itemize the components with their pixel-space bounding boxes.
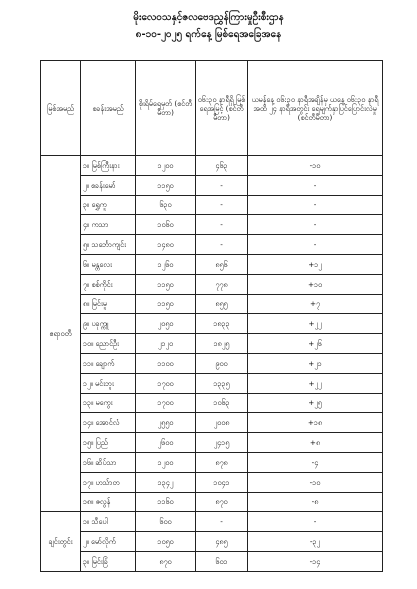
warning-level-cell: ၆၃၀ <box>136 195 196 215</box>
station-cell: ၁၇။ ဟသ်ာတ <box>81 472 136 492</box>
warning-level-cell: ၁၁၅၀ <box>136 175 196 195</box>
warning-level-cell: ၁၁၀၀ <box>136 353 196 373</box>
change-cell: +၁၈ <box>248 413 383 433</box>
header-station: စခန်းအမည် <box>81 61 136 156</box>
table-row <box>41 334 383 354</box>
station-cell: ၄။ ကသာ <box>81 215 136 235</box>
warning-level-cell: ၁၃၄၂ <box>136 472 196 492</box>
change-cell: -၈ <box>248 492 383 512</box>
station-cell: ၆။ မန္တလေး <box>81 254 136 274</box>
warning-level-cell: ၁၂၆၀ <box>136 254 196 274</box>
station-cell: ၂။ မော်လိုက် <box>81 532 136 552</box>
river-level-table <box>40 60 383 572</box>
warning-level-cell: ၈၇၀ <box>136 551 196 571</box>
change-cell: +၂၂ <box>248 373 383 393</box>
station-cell: ၂။ စခန်းမော် <box>81 175 136 195</box>
table-row <box>41 472 383 492</box>
change-cell: +၁၂ <box>248 254 383 274</box>
station-cell: ၁၆။ ဆိပ်သာ <box>81 452 136 472</box>
change-cell: - <box>248 512 383 532</box>
table-row <box>41 433 383 453</box>
warning-level-cell: ၁၁၅၀ <box>136 294 196 314</box>
change-cell: -၄ <box>248 452 383 472</box>
current-level-cell: ၈၇၈ <box>196 452 248 472</box>
current-level-cell: ၈၅၆ <box>196 254 248 274</box>
station-cell: ၃။ မြင်းခြံ <box>81 551 136 571</box>
table-row <box>41 156 383 176</box>
table-row <box>41 413 383 433</box>
warning-level-cell: ၁၇၀၀ <box>136 393 196 413</box>
table-row <box>41 274 383 294</box>
warning-level-cell: ၁၁၆၀ <box>136 492 196 512</box>
header-river: မြစ်အမည် <box>41 61 81 156</box>
table-row <box>41 512 383 532</box>
header-current-level: ၀၆:၃၀ နာရီရှိ မြစ်ရေအမြင့် (စင်တီမီတာ) <box>196 61 248 156</box>
station-cell: ၇။ စစ်ကိုင်း <box>81 274 136 294</box>
current-level-cell: ၂၀၀၈ <box>196 413 248 433</box>
current-level-cell: ၉၀၀ <box>196 353 248 373</box>
table-row <box>41 235 383 255</box>
current-level-cell: ၂၄၁၅ <box>196 433 248 453</box>
river-name-cell: ချင်းတွင်း <box>41 512 81 571</box>
current-level-cell: ၁၈၃၃ <box>196 314 248 334</box>
river-name-cell: ဧရာဝတီ <box>41 156 81 512</box>
current-level-cell: ၄၈၅ <box>196 532 248 552</box>
change-cell: +၂၂ <box>248 314 383 334</box>
warning-level-cell: ၁၂၀၀ <box>136 452 196 472</box>
change-cell: +၂၆ <box>248 334 383 354</box>
table-row <box>41 452 383 472</box>
station-cell: ၅။ သင်္ဘောကျင်း <box>81 235 136 255</box>
station-cell: ၁။ သီပေါ <box>81 512 136 532</box>
table-header-row <box>41 61 383 156</box>
change-cell: +၁၀ <box>248 274 383 294</box>
change-cell: +၂၁ <box>248 353 383 373</box>
header-warning-level: စိုးရိမ်ရေမှတ် (စင်တီမီတာ) <box>136 61 196 156</box>
current-level-cell: - <box>196 512 248 532</box>
change-cell: +၈ <box>248 433 383 453</box>
current-level-cell: ၇၇၈ <box>196 274 248 294</box>
current-level-cell: ၆၀၁ <box>196 551 248 571</box>
table-row <box>41 551 383 571</box>
table-row <box>41 215 383 235</box>
station-cell: ၉။ ပခုက္ကူ <box>81 314 136 334</box>
change-cell: -၁၀ <box>248 472 383 492</box>
doc-subtitle: ၈-၁၀-၂၀၂၅ ရက်နေ့ မြစ်ရေအခြေအနေ <box>135 29 282 40</box>
current-level-cell: ၁၀၄၁ <box>196 472 248 492</box>
station-cell: ၁၅။ ပြည် <box>81 433 136 453</box>
table-row <box>41 492 383 512</box>
station-cell: ၁၈။ ဇလွန် <box>81 492 136 512</box>
station-cell: ၃။ ရွှေကူ <box>81 195 136 215</box>
table-row <box>41 373 383 393</box>
warning-level-cell: ၆၀၀ <box>136 512 196 532</box>
warning-level-cell: ၁၇၀၀ <box>136 373 196 393</box>
table-row <box>41 175 383 195</box>
current-level-cell: ၁၀၆၃ <box>196 393 248 413</box>
warning-level-cell: ၂၆၀၀ <box>136 433 196 453</box>
table-row <box>41 195 383 215</box>
warning-level-cell: ၂၁၂၀ <box>136 334 196 354</box>
station-cell: ၈။ မြင်းမူ <box>81 294 136 314</box>
station-cell: ၁၂။ မင်းဘူး <box>81 373 136 393</box>
current-level-cell: ၁၃၃၅ <box>196 373 248 393</box>
current-level-cell: ၈၅၅ <box>196 294 248 314</box>
station-cell: ၁၁။ ချောက် <box>81 353 136 373</box>
table-row <box>41 353 383 373</box>
change-cell: - <box>248 175 383 195</box>
table-row <box>41 314 383 334</box>
warning-level-cell: ၁၂၀၀ <box>136 156 196 176</box>
change-cell: -၁၄ <box>248 551 383 571</box>
table-row <box>41 294 383 314</box>
station-cell: ၁၀။ ညောင်ဦး <box>81 334 136 354</box>
current-level-cell: - <box>196 175 248 195</box>
change-cell: -၃၂ <box>248 532 383 552</box>
current-level-cell: ၈၇၀ <box>196 492 248 512</box>
station-cell: ၁။ မြစ်ကြီးနား <box>81 156 136 176</box>
doc-title: မိုးလေဝသနှင့်ဇလဗေဒညွှန်ကြားမှုဦးစီးဌာန <box>133 12 284 23</box>
change-cell: - <box>248 195 383 215</box>
current-level-cell: - <box>196 235 248 255</box>
header-24h-change: ယမန်နေ့ ၀၆:၃၀ နာရီအချိန်မှ ယနေ့ ၀၆:၃၀ နာရီအထိ ၂၄ နာရီအတွင်း ရေမျက်နှာပြင်ပြောင်းလဲမှု (စင်တီမီတာ) <box>248 61 383 156</box>
table-body <box>41 156 383 572</box>
warning-level-cell: ၁၀၆၀ <box>136 215 196 235</box>
change-cell: +၂၅ <box>248 393 383 413</box>
current-level-cell: - <box>196 215 248 235</box>
current-level-cell: ၁၈၂၅ <box>196 334 248 354</box>
table-row <box>41 532 383 552</box>
warning-level-cell: ၁၀၅၀ <box>136 532 196 552</box>
table-row <box>41 254 383 274</box>
warning-level-cell: ၁၁၅၀ <box>136 274 196 294</box>
current-level-cell: - <box>196 195 248 215</box>
warning-level-cell: ၁၄၈၀ <box>136 235 196 255</box>
current-level-cell: ၄၆၃ <box>196 156 248 176</box>
table-row <box>41 393 383 413</box>
warning-level-cell: ၂၅၅၀ <box>136 413 196 433</box>
station-cell: ၁၄။ အောင်လံ <box>81 413 136 433</box>
change-cell: -၁၀ <box>248 156 383 176</box>
station-cell: ၁၃။ မကွေး <box>81 393 136 413</box>
change-cell: - <box>248 235 383 255</box>
warning-level-cell: ၂၀၅၀ <box>136 314 196 334</box>
change-cell: - <box>248 215 383 235</box>
change-cell: +၇ <box>248 294 383 314</box>
